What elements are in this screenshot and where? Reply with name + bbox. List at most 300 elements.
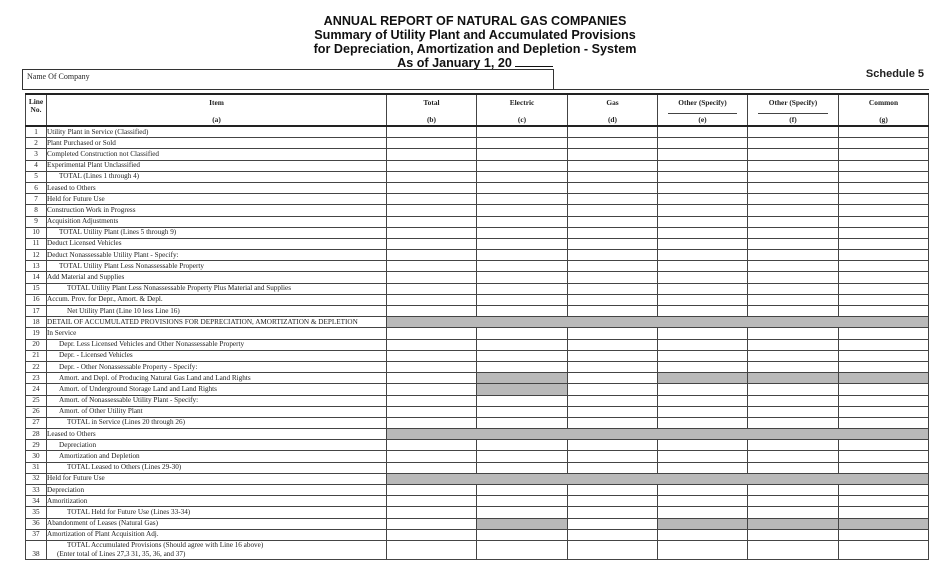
line-number: 17 (26, 306, 47, 317)
value-cell-common[interactable] (839, 395, 929, 406)
value-cell-total[interactable] (387, 182, 477, 193)
item-label: TOTAL (Lines 1 through 4) (47, 171, 387, 182)
value-cell-other-e[interactable] (658, 350, 748, 361)
item-label: Net Utility Plant (Line 10 less Line 16) (47, 306, 387, 317)
value-cell-other-e[interactable] (658, 250, 748, 261)
value-cell-gas[interactable] (568, 283, 658, 294)
value-cell-other-e[interactable] (658, 339, 748, 350)
value-cell-total[interactable] (387, 227, 477, 238)
value-cell-gas[interactable] (568, 261, 658, 272)
value-cell-total[interactable] (387, 529, 477, 540)
value-cell-electric[interactable] (477, 250, 568, 261)
value-cell-electric[interactable] (477, 216, 568, 227)
line-number: 20 (26, 339, 47, 350)
item-label: TOTAL in Service (Lines 20 through 26) (47, 417, 387, 428)
item-label: Amort. of Other Utility Plant (47, 406, 387, 417)
item-label-line-1: TOTAL Accumulated Provisions (Should agree with Line 16 above) (67, 540, 264, 549)
value-cell-common[interactable] (839, 126, 929, 138)
value-cell-other-f[interactable] (748, 149, 839, 160)
value-cell-total[interactable] (387, 160, 477, 171)
value-cell-gas[interactable] (568, 126, 658, 138)
value-cell-electric[interactable] (477, 440, 568, 451)
value-cell-other-e[interactable] (658, 417, 748, 428)
value-cell-common[interactable] (839, 306, 929, 317)
value-cell-other-f[interactable] (748, 294, 839, 305)
value-cell-common[interactable] (839, 205, 929, 216)
value-cell-other-e[interactable] (658, 283, 748, 294)
col-total: Total (b) (387, 94, 477, 126)
value-cell-other-e[interactable] (658, 529, 748, 540)
value-cell-other-f[interactable] (748, 205, 839, 216)
value-cell-common[interactable] (839, 384, 929, 395)
value-cell-electric[interactable] (477, 283, 568, 294)
value-cell-gas[interactable] (568, 160, 658, 171)
title-line-3: for Depreciation, Amortization and Depletion - System (313, 42, 637, 56)
value-cell-other-f[interactable] (748, 194, 839, 205)
value-cell-other-e[interactable] (658, 496, 748, 507)
value-cell-other-e[interactable] (658, 306, 748, 317)
value-cell-other-f[interactable] (748, 227, 839, 238)
value-cell-common[interactable] (839, 361, 929, 372)
value-cell-electric[interactable] (477, 138, 568, 149)
value-cell-gas[interactable] (568, 496, 658, 507)
value-cell-other-e[interactable] (658, 440, 748, 451)
col-line-no: Line No. (26, 94, 47, 126)
shaded-cell (477, 384, 568, 395)
value-cell-electric[interactable] (477, 496, 568, 507)
value-cell-gas[interactable] (568, 238, 658, 249)
value-cell-other-f[interactable] (748, 339, 839, 350)
value-cell-total[interactable] (387, 373, 477, 384)
value-cell-gas[interactable] (568, 417, 658, 428)
item-label: Abandonment of Leases (Natural Gas) (47, 518, 387, 529)
value-cell-common[interactable] (839, 451, 929, 462)
value-cell-common[interactable] (839, 485, 929, 496)
value-cell-electric[interactable] (477, 417, 568, 428)
value-cell-common[interactable] (839, 440, 929, 451)
line-number: 35 (26, 507, 47, 518)
value-cell-other-f[interactable] (748, 462, 839, 473)
value-cell-common[interactable] (839, 194, 929, 205)
shaded-cell (387, 317, 929, 328)
table-row (26, 126, 929, 138)
col-item: Item (a) (47, 94, 387, 126)
value-cell-other-f[interactable] (748, 171, 839, 182)
value-cell-common[interactable] (839, 294, 929, 305)
value-cell-common[interactable] (839, 328, 929, 339)
value-cell-electric[interactable] (477, 294, 568, 305)
value-cell-other-e[interactable] (658, 182, 748, 193)
value-cell-gas[interactable] (568, 518, 658, 529)
value-cell-other-e[interactable] (658, 328, 748, 339)
shaded-cell (839, 373, 929, 384)
table-row (26, 395, 929, 406)
table-row (26, 417, 929, 428)
value-cell-gas[interactable] (568, 485, 658, 496)
value-cell-total[interactable] (387, 294, 477, 305)
value-cell-gas[interactable] (568, 250, 658, 261)
value-cell-common[interactable] (839, 160, 929, 171)
item-label: Depr. Less Licensed Vehicles and Other Nonassessable Property (47, 339, 387, 350)
value-cell-other-e[interactable] (658, 462, 748, 473)
value-cell-common[interactable] (839, 238, 929, 249)
value-cell-common[interactable] (839, 350, 929, 361)
value-cell-total[interactable] (387, 451, 477, 462)
value-cell-other-e[interactable] (658, 205, 748, 216)
value-cell-total[interactable] (387, 238, 477, 249)
value-cell-other-e[interactable] (658, 138, 748, 149)
item-label: Amortization of Plant Acquisition Adj. (47, 529, 387, 540)
value-cell-other-e[interactable] (658, 126, 748, 138)
value-cell-common[interactable] (839, 149, 929, 160)
table-row (26, 294, 929, 305)
item-label: Amoritization (47, 496, 387, 507)
item-label: Amort. and Depl. of Producing Natural Gas Land and Land Rights (47, 373, 387, 384)
value-cell-common[interactable] (839, 216, 929, 227)
value-cell-total[interactable] (387, 384, 477, 395)
value-cell-gas[interactable] (568, 373, 658, 384)
value-cell-electric[interactable] (477, 306, 568, 317)
item-label: Depr. - Licensed Vehicles (47, 350, 387, 361)
item-label: In Service (47, 328, 387, 339)
line-number: 11 (26, 238, 47, 249)
table-row (26, 485, 929, 496)
value-cell-gas[interactable] (568, 406, 658, 417)
line-number: 36 (26, 518, 47, 529)
value-cell-common[interactable] (839, 138, 929, 149)
value-cell-other-f[interactable] (748, 350, 839, 361)
value-cell-other-e[interactable] (658, 238, 748, 249)
table-row (26, 440, 929, 451)
value-cell-total[interactable] (387, 283, 477, 294)
table-row (26, 361, 929, 372)
value-cell-other-e[interactable] (658, 194, 748, 205)
value-cell-total[interactable] (387, 171, 477, 182)
value-cell-total[interactable] (387, 216, 477, 227)
col-electric: Electric (c) (477, 94, 568, 126)
value-cell-gas[interactable] (568, 540, 658, 559)
value-cell-electric[interactable] (477, 350, 568, 361)
value-cell-other-f[interactable] (748, 160, 839, 171)
value-cell-total[interactable] (387, 518, 477, 529)
value-cell-common[interactable] (839, 462, 929, 473)
table-row (26, 194, 929, 205)
value-cell-electric[interactable] (477, 194, 568, 205)
value-cell-total[interactable] (387, 261, 477, 272)
item-label: Accum. Prov. for Depr., Amort. & Depl. (47, 294, 387, 305)
company-name-label: Name Of Company (27, 72, 90, 81)
table-row (26, 406, 929, 417)
value-cell-electric[interactable] (477, 395, 568, 406)
item-label: TOTAL Utility Plant Less Nonassessable Property (47, 261, 387, 272)
value-cell-gas[interactable] (568, 294, 658, 305)
value-cell-gas[interactable] (568, 339, 658, 350)
value-cell-gas[interactable] (568, 328, 658, 339)
value-cell-electric[interactable] (477, 261, 568, 272)
line-number: 18 (26, 317, 47, 328)
value-cell-other-e[interactable] (658, 171, 748, 182)
line-number: 1 (26, 126, 47, 138)
item-label: Depreciation (47, 440, 387, 451)
value-cell-electric[interactable] (477, 227, 568, 238)
year-blank[interactable] (515, 57, 553, 67)
shaded-cell (748, 373, 839, 384)
value-cell-other-f[interactable] (748, 361, 839, 372)
item-label: Deduct Nonassessable Utility Plant - Specify: (47, 250, 387, 261)
shaded-cell (658, 518, 748, 529)
company-name-field[interactable] (22, 69, 554, 90)
table-row (26, 496, 929, 507)
value-cell-other-f[interactable] (748, 451, 839, 462)
value-cell-other-e[interactable] (658, 384, 748, 395)
line-number: 30 (26, 451, 47, 462)
value-cell-other-f[interactable] (748, 261, 839, 272)
line-number: 3 (26, 149, 47, 160)
table-row (26, 529, 929, 540)
line-number: 33 (26, 485, 47, 496)
table-row (26, 283, 929, 294)
item-label: TOTAL Utility Plant (Lines 5 through 9) (47, 227, 387, 238)
table-row (26, 373, 929, 384)
value-cell-electric[interactable] (477, 205, 568, 216)
shaded-cell (387, 473, 929, 484)
item-label: Add Material and Supplies (47, 272, 387, 283)
shaded-cell (477, 373, 568, 384)
value-cell-other-f[interactable] (748, 485, 839, 496)
value-cell-other-f[interactable] (748, 250, 839, 261)
value-cell-other-f[interactable] (748, 496, 839, 507)
value-cell-common[interactable] (839, 496, 929, 507)
value-cell-gas[interactable] (568, 205, 658, 216)
table-row (26, 317, 929, 328)
line-number: 29 (26, 440, 47, 451)
line-number: 2 (26, 138, 47, 149)
value-cell-electric[interactable] (477, 149, 568, 160)
table-row (26, 518, 929, 529)
value-cell-other-e[interactable] (658, 294, 748, 305)
value-cell-gas[interactable] (568, 138, 658, 149)
title-line-1: ANNUAL REPORT OF NATURAL GAS COMPANIES (323, 14, 627, 28)
value-cell-electric[interactable] (477, 529, 568, 540)
value-cell-gas[interactable] (568, 507, 658, 518)
value-cell-other-f[interactable] (748, 540, 839, 559)
value-cell-total[interactable] (387, 328, 477, 339)
value-cell-other-f[interactable] (748, 283, 839, 294)
value-cell-gas[interactable] (568, 451, 658, 462)
table-row (26, 261, 929, 272)
value-cell-other-e[interactable] (658, 507, 748, 518)
header-divider (553, 89, 929, 90)
value-cell-other-f[interactable] (748, 417, 839, 428)
value-cell-electric[interactable] (477, 507, 568, 518)
value-cell-common[interactable] (839, 250, 929, 261)
value-cell-other-e[interactable] (658, 216, 748, 227)
value-cell-gas[interactable] (568, 440, 658, 451)
value-cell-common[interactable] (839, 227, 929, 238)
line-number: 13 (26, 261, 47, 272)
value-cell-other-f[interactable] (748, 138, 839, 149)
value-cell-total[interactable] (387, 306, 477, 317)
table-row (26, 171, 929, 182)
line-number: 25 (26, 395, 47, 406)
value-cell-electric[interactable] (477, 485, 568, 496)
value-cell-electric[interactable] (477, 406, 568, 417)
value-cell-other-e[interactable] (658, 227, 748, 238)
item-label (47, 540, 387, 559)
value-cell-gas[interactable] (568, 350, 658, 361)
line-number: 14 (26, 272, 47, 283)
value-cell-gas[interactable] (568, 194, 658, 205)
value-cell-gas[interactable] (568, 306, 658, 317)
value-cell-common[interactable] (839, 171, 929, 182)
report-title (0, 14, 950, 70)
value-cell-total[interactable] (387, 250, 477, 261)
value-cell-other-e[interactable] (658, 451, 748, 462)
shaded-cell (748, 518, 839, 529)
value-cell-total[interactable] (387, 272, 477, 283)
table-row (26, 462, 929, 473)
value-cell-common[interactable] (839, 339, 929, 350)
value-cell-total[interactable] (387, 440, 477, 451)
line-number: 37 (26, 529, 47, 540)
item-label: Utility Plant in Service (Classified) (47, 126, 387, 138)
table-row (26, 205, 929, 216)
item-label: Deduct Licensed Vehicles (47, 238, 387, 249)
value-cell-other-e[interactable] (658, 361, 748, 372)
value-cell-other-f[interactable] (748, 238, 839, 249)
value-cell-other-f[interactable] (748, 529, 839, 540)
value-cell-common[interactable] (839, 540, 929, 559)
value-cell-electric[interactable] (477, 339, 568, 350)
value-cell-total[interactable] (387, 361, 477, 372)
value-cell-total[interactable] (387, 462, 477, 473)
value-cell-gas[interactable] (568, 384, 658, 395)
value-cell-total[interactable] (387, 126, 477, 138)
value-cell-total[interactable] (387, 395, 477, 406)
value-cell-electric[interactable] (477, 540, 568, 559)
item-label: TOTAL Leased to Others (Lines 29-30) (47, 462, 387, 473)
value-cell-electric[interactable] (477, 361, 568, 372)
item-label: DETAIL OF ACCUMULATED PROVISIONS FOR DEPRECIATION, AMORTIZATION & DEPLETION (47, 317, 387, 328)
value-cell-gas[interactable] (568, 171, 658, 182)
value-cell-gas[interactable] (568, 395, 658, 406)
value-cell-other-e[interactable] (658, 485, 748, 496)
value-cell-total[interactable] (387, 485, 477, 496)
value-cell-common[interactable] (839, 417, 929, 428)
line-number: 34 (26, 496, 47, 507)
value-cell-other-f[interactable] (748, 406, 839, 417)
value-cell-gas[interactable] (568, 361, 658, 372)
value-cell-electric[interactable] (477, 171, 568, 182)
line-number: 16 (26, 294, 47, 305)
value-cell-gas[interactable] (568, 216, 658, 227)
value-cell-electric[interactable] (477, 182, 568, 193)
value-cell-common[interactable] (839, 283, 929, 294)
value-cell-total[interactable] (387, 350, 477, 361)
value-cell-total[interactable] (387, 540, 477, 559)
value-cell-other-f[interactable] (748, 126, 839, 138)
table-row (26, 507, 929, 518)
line-number: 38 (26, 540, 47, 559)
item-label: TOTAL Utility Plant Less Nonassessable Property Plus Material and Supplies (47, 283, 387, 294)
value-cell-other-f[interactable] (748, 328, 839, 339)
line-number: 8 (26, 205, 47, 216)
value-cell-gas[interactable] (568, 227, 658, 238)
value-cell-total[interactable] (387, 138, 477, 149)
value-cell-other-f[interactable] (748, 216, 839, 227)
line-number: 24 (26, 384, 47, 395)
table-row (26, 429, 929, 440)
table-row (26, 384, 929, 395)
value-cell-common[interactable] (839, 406, 929, 417)
value-cell-other-e[interactable] (658, 149, 748, 160)
value-cell-common[interactable] (839, 261, 929, 272)
value-cell-other-f[interactable] (748, 384, 839, 395)
value-cell-total[interactable] (387, 406, 477, 417)
table-row (26, 227, 929, 238)
item-label: Amortization and Depletion (47, 451, 387, 462)
value-cell-total[interactable] (387, 417, 477, 428)
value-cell-gas[interactable] (568, 462, 658, 473)
line-number: 9 (26, 216, 47, 227)
value-cell-total[interactable] (387, 339, 477, 350)
value-cell-other-e[interactable] (658, 406, 748, 417)
value-cell-other-f[interactable] (748, 272, 839, 283)
value-cell-electric[interactable] (477, 328, 568, 339)
value-cell-other-e[interactable] (658, 160, 748, 171)
value-cell-common[interactable] (839, 182, 929, 193)
table-row (26, 250, 929, 261)
item-label: Leased to Others (47, 182, 387, 193)
item-label: Acquisition Adjustments (47, 216, 387, 227)
value-cell-total[interactable] (387, 507, 477, 518)
value-cell-gas[interactable] (568, 149, 658, 160)
table-row (26, 328, 929, 339)
value-cell-other-f[interactable] (748, 182, 839, 193)
value-cell-electric[interactable] (477, 160, 568, 171)
value-cell-electric[interactable] (477, 462, 568, 473)
value-cell-gas[interactable] (568, 182, 658, 193)
value-cell-gas[interactable] (568, 272, 658, 283)
value-cell-other-e[interactable] (658, 395, 748, 406)
value-cell-common[interactable] (839, 272, 929, 283)
value-cell-total[interactable] (387, 194, 477, 205)
value-cell-electric[interactable] (477, 238, 568, 249)
value-cell-common[interactable] (839, 529, 929, 540)
value-cell-other-e[interactable] (658, 272, 748, 283)
value-cell-electric[interactable] (477, 451, 568, 462)
line-number: 6 (26, 182, 47, 193)
value-cell-other-e[interactable] (658, 540, 748, 559)
value-cell-other-f[interactable] (748, 395, 839, 406)
item-label: Held for Future Use (47, 194, 387, 205)
value-cell-other-f[interactable] (748, 440, 839, 451)
value-cell-total[interactable] (387, 149, 477, 160)
line-number: 31 (26, 462, 47, 473)
item-label: Leased to Others (47, 429, 387, 440)
value-cell-electric[interactable] (477, 126, 568, 138)
value-cell-total[interactable] (387, 496, 477, 507)
value-cell-total[interactable] (387, 205, 477, 216)
value-cell-common[interactable] (839, 507, 929, 518)
value-cell-other-f[interactable] (748, 306, 839, 317)
line-number: 21 (26, 350, 47, 361)
value-cell-electric[interactable] (477, 272, 568, 283)
value-cell-gas[interactable] (568, 529, 658, 540)
shaded-cell (387, 429, 929, 440)
value-cell-other-e[interactable] (658, 261, 748, 272)
value-cell-other-f[interactable] (748, 507, 839, 518)
